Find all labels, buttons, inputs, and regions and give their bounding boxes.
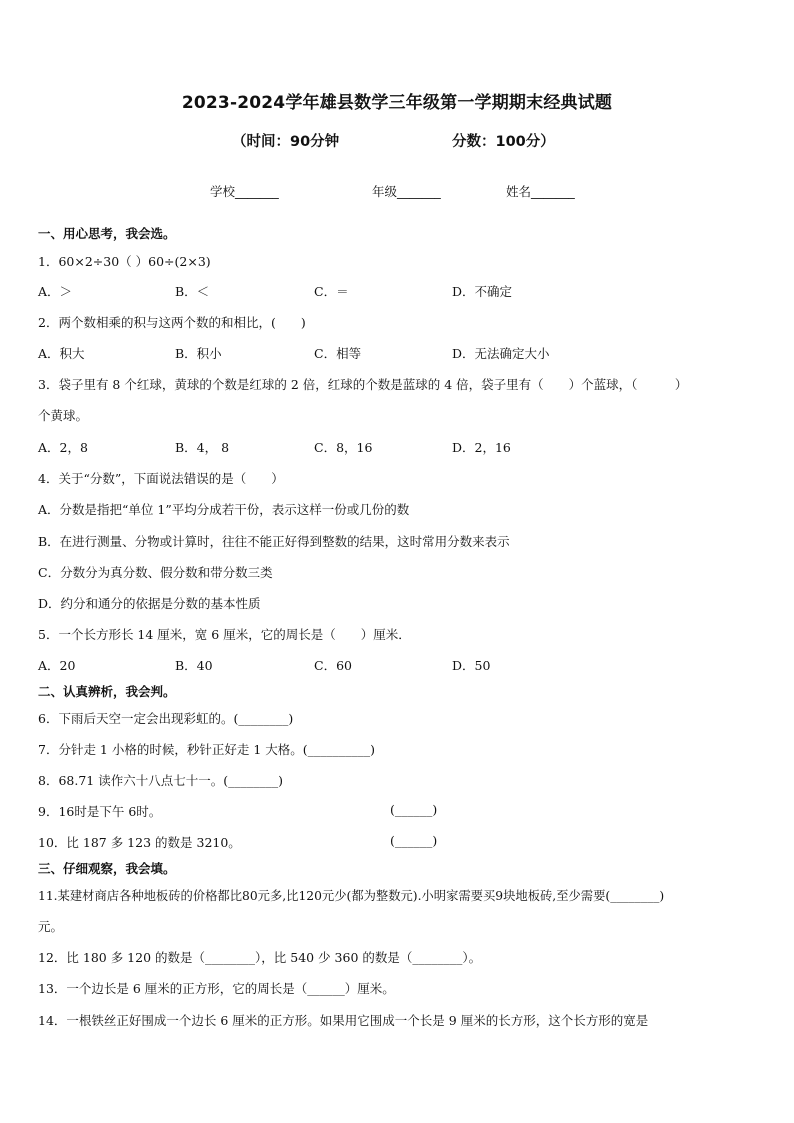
question-8: 8．68.71 读作六十八点七十一。(________) bbox=[38, 773, 283, 788]
grade-field: 年级_______ bbox=[372, 184, 441, 199]
option-c: C．8，16 bbox=[314, 440, 373, 455]
school-field: 学校_______ bbox=[210, 184, 279, 199]
question-9: 9．16时是下午 6时。 bbox=[38, 804, 162, 819]
option-d: D．50 bbox=[452, 658, 491, 673]
question-4: 4．关于“分数”，下面说法错误的是（ ） bbox=[38, 471, 284, 486]
question-14: 14．一根铁丝正好围成一个边长 6 厘米的正方形。如果用它围成一个长是 9 厘米的长方形，这个长方形的宽是 bbox=[38, 1013, 649, 1028]
question-12: 12．比 180 多 120 的数是（________），比 540 少 360 的数是（________）。 bbox=[38, 950, 482, 965]
question-2: 2．两个数相乘的积与这两个数的和相比，( ) bbox=[38, 315, 306, 330]
question-1-options bbox=[38, 282, 758, 300]
question-10-answer-blank: (______) bbox=[390, 833, 438, 848]
option-b: B．＜ bbox=[175, 284, 210, 299]
option-a: A．20 bbox=[38, 658, 76, 673]
question-4-option-d: D．约分和通分的依据是分数的基本性质 bbox=[38, 596, 261, 611]
question-2-options bbox=[38, 344, 758, 362]
section-title: 二、认真辨析，我会判。 bbox=[38, 684, 176, 699]
option-d: D．无法确定大小 bbox=[452, 346, 550, 361]
option-b: B．40 bbox=[175, 658, 213, 673]
question-1: 1．60×2÷30（ ）60÷(2×3) bbox=[38, 254, 211, 269]
section-title: 三、仔细观察，我会填。 bbox=[38, 861, 176, 876]
option-c: C．相等 bbox=[314, 346, 362, 361]
exam-score: 分数：100分） bbox=[452, 134, 555, 150]
name-field: 姓名_______ bbox=[506, 184, 575, 199]
question-7: 7．分针走 1 小格的时候，秒针正好走 1 大格。(__________) bbox=[38, 742, 376, 757]
exam-time: （时间：90分钟 bbox=[232, 134, 340, 150]
option-c: C．＝ bbox=[314, 284, 349, 299]
option-a: A．2，8 bbox=[38, 440, 88, 455]
question-3-options bbox=[38, 438, 758, 456]
question-4-option-c: C．分数分为真分数、假分数和带分数三类 bbox=[38, 565, 273, 580]
question-4-option-b: B．在进行测量、分物或计算时，往往不能正好得到整数的结果，这时常用分数来表示 bbox=[38, 534, 510, 549]
question-3-continued: 个黄球。 bbox=[38, 408, 89, 423]
question-11-continued: 元。 bbox=[38, 919, 64, 934]
question-9-answer-blank: (______) bbox=[390, 802, 438, 817]
exam-title: 2023-2024学年雄县数学三年级第一学期期末经典试题 bbox=[181, 93, 613, 113]
question-5: 5．一个长方形长 14 厘米，宽 6 厘米，它的周长是（ ）厘米． bbox=[38, 627, 411, 642]
question-3: 3．袋子里有 8 个红球，黄球的个数是红球的 2 倍，红球的个数是蓝球的 4 倍，袋子里有（ ）个蓝球，（ ） bbox=[38, 377, 688, 392]
question-4-option-a: A．分数是指把“单位 1”平均分成若干份，表示这样一份或几份的数 bbox=[38, 502, 410, 517]
option-d: D．不确定 bbox=[452, 284, 513, 299]
question-13: 13．一个边长是 6 厘米的正方形，它的周长是（______）厘米。 bbox=[38, 981, 395, 996]
option-b: B．4， 8 bbox=[175, 440, 230, 455]
question-5-options bbox=[38, 656, 758, 674]
question-11: 11.某建材商店各种地板砖的价格都比80元多,比120元少(都为整数元).小明家需要买9块地板砖,至少需要(________) bbox=[38, 889, 665, 903]
option-a: A．＞ bbox=[38, 284, 73, 299]
question-10: 10．比 187 多 123 的数是 3210。 bbox=[38, 835, 241, 850]
section-title: 一、用心思考，我会选。 bbox=[38, 226, 176, 241]
option-a: A．积大 bbox=[38, 346, 85, 361]
option-b: B．积小 bbox=[175, 346, 222, 361]
option-d: D．2，16 bbox=[452, 440, 511, 455]
option-c: C．60 bbox=[314, 658, 352, 673]
question-6: 6．下雨后天空一定会出现彩虹的。(________) bbox=[38, 711, 294, 726]
